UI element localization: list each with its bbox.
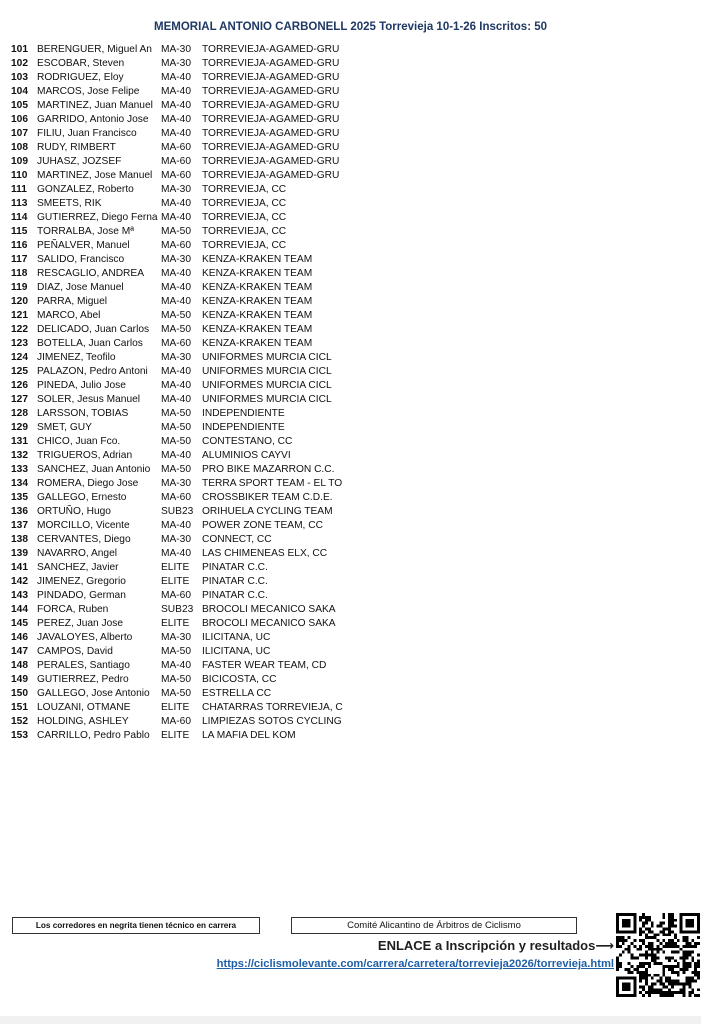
rider-row [11,547,431,561]
rider-row [11,477,431,491]
rider-category: MA-30 [161,184,192,195]
rider-row [11,603,431,617]
rider-number: 138 [11,534,28,545]
rider-team: PINATAR C.C. [202,590,268,601]
rider-category: MA-40 [161,198,192,209]
rider-category: MA-60 [161,716,192,727]
rider-category: MA-60 [161,240,192,251]
rider-number: 128 [11,408,28,419]
rider-team: KENZA-KRAKEN TEAM [202,338,313,349]
rider-team: TERRA SPORT TEAM - EL TO [202,478,343,489]
rider-name: CAMPOS, David [37,646,113,657]
rider-row [11,351,431,365]
rider-category: MA-50 [161,310,192,321]
rider-name: BERENGUER, Miguel An [37,44,152,55]
rider-team: ESTRELLA CC [202,688,272,699]
rider-row [11,99,431,113]
rider-category: MA-30 [161,254,192,265]
link-caption: ENLACE a Inscripción y resultados⟶ [377,938,614,953]
rider-number: 110 [11,170,28,181]
rider-number: 131 [11,436,28,447]
rider-category: SUB23 [161,506,194,517]
rider-number: 139 [11,548,28,559]
page-bottom-edge [0,1016,701,1024]
rider-number: 104 [11,86,28,97]
rider-row [11,295,431,309]
rider-row [11,337,431,351]
rider-number: 136 [11,506,28,517]
rider-category: MA-40 [161,212,192,223]
rider-row [11,407,431,421]
rider-number: 115 [11,226,28,237]
rider-number: 118 [11,268,28,279]
rider-team: CONNECT, CC [202,534,272,545]
rider-team: INDEPENDIENTE [202,422,285,433]
rider-number: 145 [11,618,28,629]
rider-name: MARTINEZ, Jose Manuel [37,170,153,181]
rider-team: POWER ZONE TEAM, CC [202,520,323,531]
rider-row [11,589,431,603]
rider-team: TORREVIEJA, CC [202,184,287,195]
rider-category: MA-60 [161,156,192,167]
rider-team: CHATARRAS TORREVIEJA, C [202,702,343,713]
rider-list [11,43,431,743]
rider-number: 101 [11,44,28,55]
rider-team: LIMPIEZAS SOTOS CYCLING [202,716,342,727]
rider-category: MA-50 [161,674,192,685]
rider-number: 120 [11,296,28,307]
rider-number: 111 [11,184,27,195]
rider-team: TORREVIEJA-AGAMED-GRU [202,142,340,153]
rider-name: SANCHEZ, Javier [37,562,119,573]
rider-team: KENZA-KRAKEN TEAM [202,268,313,279]
rider-number: 105 [11,100,28,111]
rider-row [11,253,431,267]
rider-row [11,169,431,183]
rider-team: TORREVIEJA, CC [202,198,287,209]
rider-team: UNIFORMES MURCIA CICL [202,380,332,391]
rider-name: MARCOS, Jose Felipe [37,86,140,97]
rider-row [11,519,431,533]
rider-name: ORTUÑO, Hugo [37,506,111,517]
rider-name: PINDADO, German [37,590,126,601]
rider-row [11,673,431,687]
rider-name: CHICO, Juan Fco. [37,436,121,447]
rider-number: 143 [11,590,28,601]
rider-row [11,155,431,169]
rider-category: MA-60 [161,142,192,153]
rider-category: MA-50 [161,464,192,475]
rider-number: 121 [11,310,28,321]
rider-category: MA-40 [161,100,192,111]
rider-team: ILICITANA, UC [202,632,271,643]
rider-row [11,127,431,141]
rider-row [11,43,431,57]
rider-category: MA-60 [161,590,192,601]
rider-number: 142 [11,576,28,587]
rider-category: MA-30 [161,58,192,69]
rider-number: 133 [11,464,28,475]
rider-name: MARCO, Abel [37,310,101,321]
rider-name: JIMENEZ, Teofilo [37,352,116,363]
rider-number: 151 [11,702,28,713]
rider-row [11,575,431,589]
rider-name: FILIU, Juan Francisco [37,128,137,139]
rider-category: MA-50 [161,226,192,237]
rider-row [11,379,431,393]
rider-category: MA-30 [161,44,192,55]
rider-number: 107 [11,128,28,139]
rider-row [11,197,431,211]
rider-team: TORREVIEJA-AGAMED-GRU [202,156,340,167]
rider-number: 109 [11,156,28,167]
rider-team: TORREVIEJA-AGAMED-GRU [202,114,340,125]
rider-name: LOUZANI, OTMANE [37,702,131,713]
rider-category: MA-40 [161,660,192,671]
rider-number: 106 [11,114,28,125]
rider-number: 144 [11,604,28,615]
rider-category: MA-40 [161,128,192,139]
rider-team: BROCOLI MECANICO SAKA [202,604,336,615]
rider-name: GARRIDO, Antonio Jose [37,114,149,125]
rider-name: DELICADO, Juan Carlos [37,324,150,335]
rider-number: 147 [11,646,28,657]
rider-team: TORREVIEJA-AGAMED-GRU [202,58,340,69]
rider-category: MA-50 [161,436,192,447]
rider-name: JIMENEZ, Gregorio [37,576,126,587]
rider-category: MA-40 [161,380,192,391]
rider-row [11,267,431,281]
rider-team: TORREVIEJA, CC [202,226,287,237]
rider-row [11,435,431,449]
rider-category: MA-50 [161,324,192,335]
rider-category: MA-40 [161,450,192,461]
rider-team: UNIFORMES MURCIA CICL [202,352,332,363]
rider-name: SANCHEZ, Juan Antonio [37,464,151,475]
rider-row [11,393,431,407]
rider-category: MA-40 [161,282,192,293]
rider-row [11,225,431,239]
rider-row [11,645,431,659]
rider-category: MA-30 [161,632,192,643]
rider-row [11,57,431,71]
rider-category: ELITE [161,618,190,629]
rider-row [11,281,431,295]
rider-team: TORREVIEJA, CC [202,240,287,251]
rider-name: SMEETS, RIK [37,198,102,209]
rider-name: PEREZ, Juan Jose [37,618,124,629]
rider-row [11,113,431,127]
rider-team: KENZA-KRAKEN TEAM [202,254,313,265]
rider-name: HOLDING, ASHLEY [37,716,129,727]
rider-name: TORRALBA, Jose Mª [37,226,134,237]
rider-category: MA-50 [161,646,192,657]
rider-row [11,701,431,715]
rider-number: 135 [11,492,28,503]
rider-name: PEÑALVER, Manuel [37,240,130,251]
rider-name: RESCAGLIO, ANDREA [37,268,144,279]
rider-number: 141 [11,562,28,573]
rider-number: 129 [11,422,28,433]
rider-team: TORREVIEJA-AGAMED-GRU [202,86,340,97]
rider-name: NAVARRO, Angel [37,548,118,559]
rider-team: KENZA-KRAKEN TEAM [202,324,313,335]
rider-team: KENZA-KRAKEN TEAM [202,282,313,293]
rider-name: SMET, GUY [37,422,92,433]
rider-name: PERALES, Santiago [37,660,130,671]
rider-name: SOLER, Jesus Manuel [37,394,141,405]
rider-team: TORREVIEJA-AGAMED-GRU [202,128,340,139]
rider-number: 102 [11,58,28,69]
rider-name: GALLEGO, Jose Antonio [37,688,150,699]
rider-team: PRO BIKE MAZARRON C.C. [202,464,335,475]
rider-row [11,421,431,435]
rider-row [11,617,431,631]
rider-team: UNIFORMES MURCIA CICL [202,366,332,377]
rider-name: GALLEGO, Ernesto [37,492,127,503]
rider-row [11,505,431,519]
rider-row [11,659,431,673]
rider-name: ESCOBAR, Steven [37,58,125,69]
rider-team: CROSSBIKER TEAM C.D.E. [202,492,333,503]
rider-category: MA-50 [161,422,192,433]
rider-name: LARSSON, TOBIAS [37,408,129,419]
rider-team: TORREVIEJA-AGAMED-GRU [202,44,340,55]
rider-number: 148 [11,660,28,671]
rider-name: FORCA, Ruben [37,604,109,615]
rider-row [11,71,431,85]
rider-name: PARRA, Miguel [37,296,108,307]
legend-note: Los corredores en negrita tienen técnico en carrera [12,917,260,934]
rider-number: 119 [11,282,28,293]
rider-name: ROMERA, Diego Jose [37,478,139,489]
rider-name: GUTIERREZ, Diego Ferna [37,212,158,223]
rider-category: MA-30 [161,478,192,489]
rider-number: 152 [11,716,28,727]
rider-name: SALIDO, Francisco [37,254,125,265]
rider-team: FASTER WEAR TEAM, CD [202,660,327,671]
rider-category: MA-50 [161,408,192,419]
rider-category: MA-30 [161,534,192,545]
rider-row [11,491,431,505]
rider-number: 132 [11,450,28,461]
rider-name: RUDY, RIMBERT [37,142,116,153]
rider-team: TORREVIEJA-AGAMED-GRU [202,100,340,111]
rider-number: 137 [11,520,28,531]
rider-number: 113 [11,198,28,209]
results-link[interactable]: https://ciclismolevante.com/carrera/carretera/torrevieja2026/torrevieja.html [216,958,614,970]
rider-category: MA-40 [161,86,192,97]
rider-number: 117 [11,254,28,265]
rider-number: 122 [11,324,28,335]
rider-row [11,239,431,253]
rider-row [11,631,431,645]
rider-team: ALUMINIOS CAYVI [202,450,291,461]
rider-number: 125 [11,366,28,377]
rider-row [11,141,431,155]
rider-number: 116 [11,240,28,251]
rider-number: 126 [11,380,28,391]
rider-category: MA-60 [161,492,192,503]
rider-number: 146 [11,632,28,643]
rider-number: 108 [11,142,28,153]
rider-team: PINATAR C.C. [202,576,268,587]
rider-name: TRIGUEROS, Adrian [37,450,133,461]
rider-number: 150 [11,688,28,699]
rider-category: ELITE [161,730,190,741]
rider-row [11,561,431,575]
rider-category: MA-60 [161,338,192,349]
rider-team: TORREVIEJA-AGAMED-GRU [202,72,340,83]
rider-name: JUHASZ, JOZSEF [37,156,122,167]
rider-team: ILICITANA, UC [202,646,271,657]
rider-row [11,533,431,547]
rider-category: MA-40 [161,114,192,125]
rider-name: CERVANTES, Diego [37,534,131,545]
rider-category: ELITE [161,562,190,573]
page-title: MEMORIAL ANTONIO CARBONELL 2025 Torrevieja 10-1-26 Inscritos: 50 [153,21,548,33]
qr-code-icon[interactable] [616,912,700,998]
committee-label: Comité Alicantino de Árbitros de Ciclismo [291,917,577,934]
rider-number: 127 [11,394,28,405]
rider-team: KENZA-KRAKEN TEAM [202,310,313,321]
rider-team: TORREVIEJA-AGAMED-GRU [202,170,340,181]
rider-row [11,365,431,379]
rider-row [11,715,431,729]
rider-team: LA MAFIA DEL KOM [202,730,296,741]
rider-number: 123 [11,338,28,349]
rider-team: ORIHUELA CYCLING TEAM [202,506,333,517]
rider-name: CARRILLO, Pedro Pablo [37,730,150,741]
rider-name: JAVALOYES, Alberto [37,632,133,643]
rider-team: KENZA-KRAKEN TEAM [202,296,313,307]
rider-number: 124 [11,352,28,363]
rider-number: 114 [11,212,28,223]
rider-category: ELITE [161,576,190,587]
rider-name: MORCILLO, Vicente [37,520,130,531]
rider-category: MA-50 [161,688,192,699]
rider-name: PINEDA, Julio Jose [37,380,126,391]
rider-category: MA-40 [161,72,192,83]
rider-name: PALAZON, Pedro Antoni [37,366,148,377]
rider-category: MA-40 [161,268,192,279]
rider-team: PINATAR C.C. [202,562,268,573]
rider-row [11,463,431,477]
rider-name: MARTINEZ, Juan Manuel [37,100,153,111]
rider-team: BICICOSTA, CC [202,674,277,685]
rider-row [11,309,431,323]
rider-name: GUTIERREZ, Pedro [37,674,129,685]
rider-name: GONZALEZ, Roberto [37,184,134,195]
rider-category: ELITE [161,702,190,713]
rider-team: LAS CHIMENEAS ELX, CC [202,548,328,559]
rider-team: UNIFORMES MURCIA CICL [202,394,332,405]
rider-row [11,323,431,337]
rider-row [11,85,431,99]
rider-category: MA-40 [161,548,192,559]
rider-category: MA-30 [161,352,192,363]
rider-team: CONTESTANO, CC [202,436,293,447]
rider-name: RODRIGUEZ, Eloy [37,72,124,83]
rider-category: MA-40 [161,296,192,307]
rider-category: MA-40 [161,394,192,405]
rider-team: INDEPENDIENTE [202,408,285,419]
rider-category: SUB23 [161,604,194,615]
rider-team: BROCOLI MECANICO SAKA [202,618,336,629]
rider-name: BOTELLA, Juan Carlos [37,338,143,349]
rider-team: TORREVIEJA, CC [202,212,287,223]
rider-number: 103 [11,72,28,83]
rider-row [11,183,431,197]
rider-name: DIAZ, Jose Manuel [37,282,124,293]
rider-number: 149 [11,674,28,685]
rider-number: 134 [11,478,28,489]
rider-row [11,211,431,225]
rider-category: MA-40 [161,520,192,531]
rider-row [11,687,431,701]
rider-row [11,729,431,743]
rider-category: MA-40 [161,366,192,377]
rider-number: 153 [11,730,28,741]
rider-row [11,449,431,463]
rider-category: MA-60 [161,170,192,181]
